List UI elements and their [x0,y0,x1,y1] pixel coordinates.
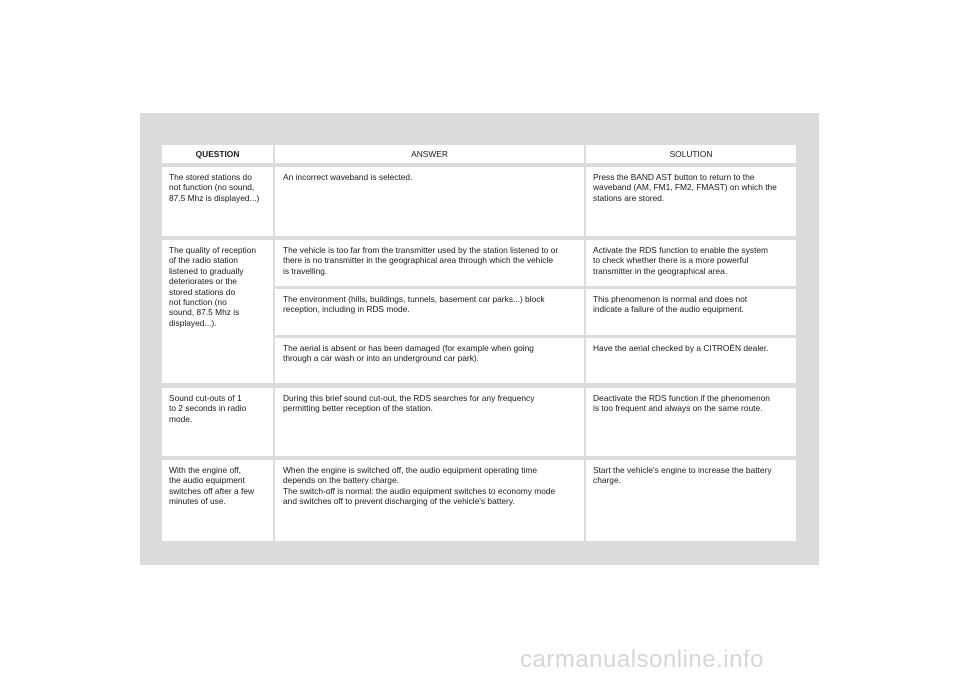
header-solution: SOLUTION [586,145,796,163]
solution-cell: Activate the RDS function to enable the system to check whether there is a more powerful transmitter in the geographical area. [586,240,796,286]
question-cell: With the engine off, the audio equipment switches off after a few minutes of use. [162,460,273,541]
header-question: QUESTION [162,145,273,163]
question-cell: The stored stations do not function (no sound, 87.5 Mhz is displayed...) [162,167,273,236]
solution-cell: Have the aerial checked by a CITROËN dealer. [586,338,796,383]
answer-cell: An incorrect waveband is selected. [275,167,584,236]
solution-cell: Deactivate the RDS function if the phenomenon is too frequent and always on the same route. [586,388,796,456]
answer-cell: When the engine is switched off, the audio equipment operating time depends on the battery charge. The switch-off is normal: the audio equipment switches to economy mode and switches off to prevent discharging of the vehicle's battery. [275,460,584,541]
solution-cell: This phenomenon is normal and does not indicate a failure of the audio equipment. [586,289,796,335]
answer-cell: The aerial is absent or has been damaged (for example when going through a car wash or into an underground car park). [275,338,584,383]
solution-cell: Press the BAND AST button to return to the waveband (AM, FM1, FM2, FMAST) on which the stations are stored. [586,167,796,236]
question-cell: The quality of reception of the radio station listened to gradually deteriorates or the stored stations do not function (no sound, 87.5 Mhz is displayed...). [162,240,273,383]
solution-cell: Start the vehicle's engine to increase the battery charge. [586,460,796,541]
watermark: carmanualsonline.info [520,646,764,673]
answer-cell: The vehicle is too far from the transmitter used by the station listened to or there is no transmitter in the geographical area through which the vehicle is travelling. [275,240,584,286]
question-cell: Sound cut-outs of 1 to 2 seconds in radio mode. [162,388,273,456]
header-answer: ANSWER [275,145,584,163]
answer-cell: During this brief sound cut-out, the RDS searches for any frequency permitting better reception of the station. [275,388,584,456]
answer-cell: The environment (hills, buildings, tunnels, basement car parks...) block reception, including in RDS mode. [275,289,584,335]
